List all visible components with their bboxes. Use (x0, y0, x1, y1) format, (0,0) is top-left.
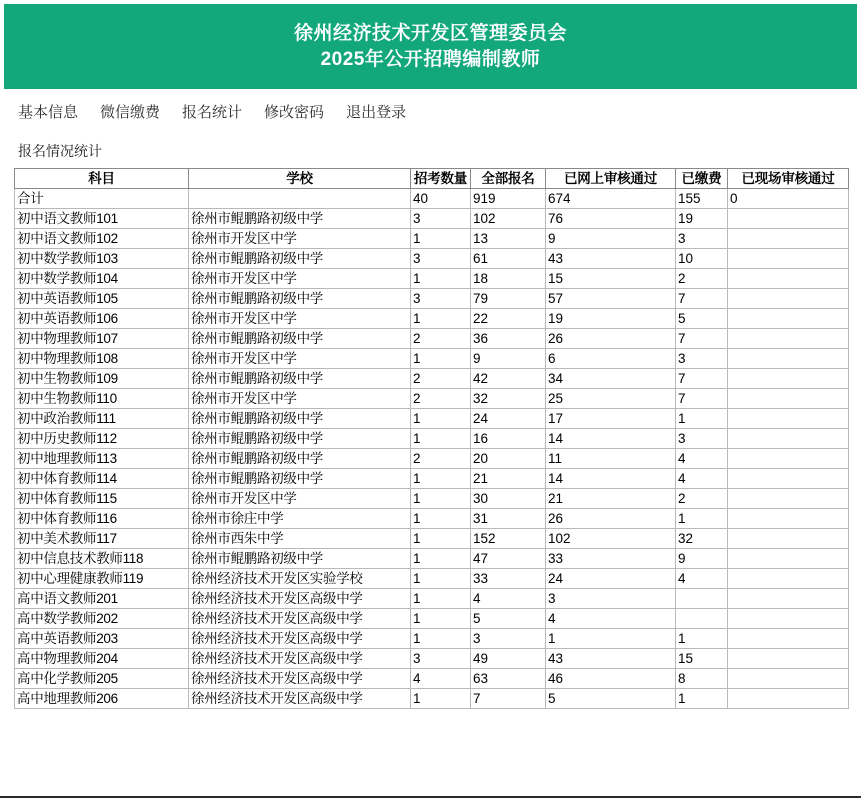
cell-paid: 2 (676, 269, 728, 289)
cell-onsite-passed (728, 289, 849, 309)
cell-quota: 1 (411, 429, 471, 449)
table-row (15, 289, 849, 309)
cell-online-passed: 14 (546, 429, 676, 449)
cell-quota: 1 (411, 229, 471, 249)
cell-quota: 1 (411, 469, 471, 489)
cell-subject: 初中信息技术教师118 (15, 549, 189, 569)
cell-paid: 1 (676, 409, 728, 429)
cell-paid: 3 (676, 429, 728, 449)
cell-school: 徐州市鲲鹏路初级中学 (189, 289, 411, 309)
cell-paid: 10 (676, 249, 728, 269)
cell-subject: 高中化学教师205 (15, 669, 189, 689)
cell-online-passed: 3 (546, 589, 676, 609)
cell-subject: 高中英语教师203 (15, 629, 189, 649)
cell-paid: 4 (676, 449, 728, 469)
cell-onsite-passed (728, 609, 849, 629)
cell-school: 徐州市鲲鹏路初级中学 (189, 409, 411, 429)
cell-subject: 初中地理教师113 (15, 449, 189, 469)
table-row (15, 529, 849, 549)
cell-school: 徐州市开发区中学 (189, 489, 411, 509)
cell-total-applied: 63 (471, 669, 546, 689)
cell-school: 徐州市鲲鹏路初级中学 (189, 469, 411, 489)
cell-quota: 1 (411, 569, 471, 589)
column-header-total-applied: 全部报名 (471, 169, 546, 189)
cell-school: 徐州经济技术开发区高级中学 (189, 589, 411, 609)
column-header-paid: 已缴费 (676, 169, 728, 189)
cell-paid: 155 (676, 189, 728, 209)
cell-total-applied: 61 (471, 249, 546, 269)
cell-school: 徐州经济技术开发区高级中学 (189, 629, 411, 649)
cell-paid: 32 (676, 529, 728, 549)
nav-item-registration-stats[interactable]: 报名统计 (182, 104, 243, 121)
table-row (15, 669, 849, 689)
cell-onsite-passed (728, 669, 849, 689)
cell-onsite-passed (728, 229, 849, 249)
cell-school: 徐州市鲲鹏路初级中学 (189, 209, 411, 229)
cell-total-applied: 18 (471, 269, 546, 289)
cell-school: 徐州市开发区中学 (189, 349, 411, 369)
cell-quota: 40 (411, 189, 471, 209)
cell-school: 徐州经济技术开发区实验学校 (189, 569, 411, 589)
nav-item-wechat-payment[interactable]: 微信缴费 (100, 104, 161, 121)
cell-online-passed: 26 (546, 509, 676, 529)
cell-total-applied: 31 (471, 509, 546, 529)
cell-school: 徐州经济技术开发区高级中学 (189, 669, 411, 689)
cell-subject: 初中政治教师111 (15, 409, 189, 429)
cell-school: 徐州市鲲鹏路初级中学 (189, 369, 411, 389)
cell-paid: 1 (676, 689, 728, 709)
cell-subject: 初中生物教师110 (15, 389, 189, 409)
cell-school: 徐州市开发区中学 (189, 229, 411, 249)
cell-online-passed: 19 (546, 309, 676, 329)
table-row (15, 489, 849, 509)
cell-online-passed: 11 (546, 449, 676, 469)
cell-onsite-passed (728, 329, 849, 349)
cell-quota: 1 (411, 349, 471, 369)
cell-total-applied: 36 (471, 329, 546, 349)
cell-onsite-passed (728, 529, 849, 549)
table-row (15, 589, 849, 609)
cell-online-passed: 46 (546, 669, 676, 689)
table-row (15, 389, 849, 409)
cell-onsite-passed (728, 549, 849, 569)
table-row (15, 609, 849, 629)
table-row (15, 309, 849, 329)
cell-onsite-passed (728, 569, 849, 589)
table-row (15, 469, 849, 489)
cell-paid: 5 (676, 309, 728, 329)
table-row (15, 209, 849, 229)
column-header-quota: 招考数量 (411, 169, 471, 189)
cell-total-applied: 33 (471, 569, 546, 589)
cell-subject: 初中历史教师112 (15, 429, 189, 449)
cell-paid: 19 (676, 209, 728, 229)
cell-total-applied: 22 (471, 309, 546, 329)
table-row (15, 629, 849, 649)
cell-subject: 初中美术教师117 (15, 529, 189, 549)
cell-online-passed: 21 (546, 489, 676, 509)
cell-onsite-passed (728, 349, 849, 369)
cell-total-applied: 13 (471, 229, 546, 249)
cell-total-applied: 21 (471, 469, 546, 489)
table-row (15, 329, 849, 349)
cell-subject: 初中数学教师104 (15, 269, 189, 289)
cell-quota: 3 (411, 289, 471, 309)
cell-online-passed: 102 (546, 529, 676, 549)
cell-online-passed: 1 (546, 629, 676, 649)
cell-onsite-passed (728, 249, 849, 269)
cell-subject: 初中生物教师109 (15, 369, 189, 389)
stats-table-container (14, 168, 848, 709)
cell-subject: 高中地理教师206 (15, 689, 189, 709)
cell-quota: 1 (411, 589, 471, 609)
cell-quota: 1 (411, 409, 471, 429)
cell-online-passed: 24 (546, 569, 676, 589)
table-row (15, 349, 849, 369)
cell-online-passed: 76 (546, 209, 676, 229)
cell-total-applied: 42 (471, 369, 546, 389)
cell-quota: 1 (411, 509, 471, 529)
cell-paid: 3 (676, 229, 728, 249)
cell-onsite-passed (728, 509, 849, 529)
table-row (15, 249, 849, 269)
cell-subject: 初中语文教师102 (15, 229, 189, 249)
cell-subject: 初中体育教师115 (15, 489, 189, 509)
cell-online-passed: 6 (546, 349, 676, 369)
table-row (15, 269, 849, 289)
registration-stats-table (14, 168, 849, 709)
cell-online-passed: 17 (546, 409, 676, 429)
cell-school: 徐州市鲲鹏路初级中学 (189, 549, 411, 569)
column-header-onsite-passed: 已现场审核通过 (728, 169, 849, 189)
cell-subject: 高中语文教师201 (15, 589, 189, 609)
cell-total-applied: 32 (471, 389, 546, 409)
table-row (15, 409, 849, 429)
table-body (15, 189, 849, 709)
cell-onsite-passed: 0 (728, 189, 849, 209)
cell-quota: 1 (411, 549, 471, 569)
table-row (15, 229, 849, 249)
cell-total-applied: 152 (471, 529, 546, 549)
cell-school: 徐州市徐庄中学 (189, 509, 411, 529)
cell-total-applied: 5 (471, 609, 546, 629)
table-row (15, 509, 849, 529)
table-row (15, 569, 849, 589)
cell-total-applied: 102 (471, 209, 546, 229)
cell-school: 徐州市开发区中学 (189, 309, 411, 329)
cell-online-passed: 25 (546, 389, 676, 409)
cell-onsite-passed (728, 409, 849, 429)
cell-onsite-passed (728, 649, 849, 669)
cell-quota: 2 (411, 449, 471, 469)
cell-subject: 初中心理健康教师119 (15, 569, 189, 589)
cell-onsite-passed (728, 469, 849, 489)
cell-onsite-passed (728, 389, 849, 409)
cell-quota: 1 (411, 269, 471, 289)
cell-paid: 1 (676, 629, 728, 649)
cell-paid: 4 (676, 569, 728, 589)
cell-total-applied: 9 (471, 349, 546, 369)
cell-subject: 初中语文教师101 (15, 209, 189, 229)
cell-onsite-passed (728, 269, 849, 289)
cell-online-passed: 26 (546, 329, 676, 349)
table-row (15, 429, 849, 449)
cell-total-applied: 47 (471, 549, 546, 569)
bottom-divider (0, 796, 861, 798)
banner-title-line-1: 徐州经济技术开发区管理委员会 (293, 22, 567, 44)
cell-online-passed: 4 (546, 609, 676, 629)
cell-online-passed: 43 (546, 649, 676, 669)
cell-online-passed: 43 (546, 249, 676, 269)
cell-quota: 3 (411, 649, 471, 669)
cell-quota: 2 (411, 369, 471, 389)
cell-school: 徐州经济技术开发区高级中学 (189, 689, 411, 709)
cell-total-applied: 7 (471, 689, 546, 709)
cell-online-passed: 14 (546, 469, 676, 489)
cell-total-applied: 30 (471, 489, 546, 509)
cell-school: 徐州市鲲鹏路初级中学 (189, 429, 411, 449)
cell-total-applied: 79 (471, 289, 546, 309)
cell-total-applied: 4 (471, 589, 546, 609)
cell-paid (676, 589, 728, 609)
nav-item-change-password[interactable]: 修改密码 (264, 104, 325, 121)
cell-online-passed: 34 (546, 369, 676, 389)
cell-paid: 7 (676, 369, 728, 389)
cell-school: 徐州市开发区中学 (189, 269, 411, 289)
cell-quota: 4 (411, 669, 471, 689)
cell-online-passed: 57 (546, 289, 676, 309)
cell-subject: 初中数学教师103 (15, 249, 189, 269)
cell-total-applied: 919 (471, 189, 546, 209)
cell-online-passed: 9 (546, 229, 676, 249)
cell-online-passed: 15 (546, 269, 676, 289)
cell-quota: 1 (411, 689, 471, 709)
cell-onsite-passed (728, 369, 849, 389)
cell-onsite-passed (728, 209, 849, 229)
cell-paid (676, 609, 728, 629)
cell-subject: 初中体育教师116 (15, 509, 189, 529)
table-header-row (15, 169, 849, 189)
cell-total-applied: 16 (471, 429, 546, 449)
table-row (15, 189, 849, 209)
section-title: 报名情况统计 (18, 143, 102, 159)
cell-subject: 初中物理教师108 (15, 349, 189, 369)
cell-paid: 3 (676, 349, 728, 369)
cell-quota: 1 (411, 609, 471, 629)
cell-subject: 初中英语教师105 (15, 289, 189, 309)
cell-total-applied: 24 (471, 409, 546, 429)
cell-quota: 3 (411, 249, 471, 269)
cell-paid: 15 (676, 649, 728, 669)
column-header-school: 学校 (189, 169, 411, 189)
cell-onsite-passed (728, 629, 849, 649)
table-row (15, 689, 849, 709)
cell-subject: 合计 (15, 189, 189, 209)
cell-total-applied: 20 (471, 449, 546, 469)
table-row (15, 549, 849, 569)
table-row (15, 369, 849, 389)
cell-online-passed: 5 (546, 689, 676, 709)
cell-school: 徐州经济技术开发区高级中学 (189, 609, 411, 629)
cell-quota: 1 (411, 529, 471, 549)
cell-onsite-passed (728, 489, 849, 509)
page-header-banner (4, 4, 857, 89)
cell-paid: 1 (676, 509, 728, 529)
cell-school: 徐州市鲲鹏路初级中学 (189, 329, 411, 349)
cell-school: 徐州市开发区中学 (189, 389, 411, 409)
cell-quota: 2 (411, 389, 471, 409)
cell-onsite-passed (728, 589, 849, 609)
cell-school: 徐州市鲲鹏路初级中学 (189, 249, 411, 269)
cell-subject: 初中体育教师114 (15, 469, 189, 489)
cell-subject: 高中物理教师204 (15, 649, 189, 669)
cell-paid: 2 (676, 489, 728, 509)
cell-school: 徐州市鲲鹏路初级中学 (189, 449, 411, 469)
cell-paid: 7 (676, 329, 728, 349)
main-nav (18, 103, 406, 123)
cell-school: 徐州市西朱中学 (189, 529, 411, 549)
cell-quota: 3 (411, 209, 471, 229)
cell-quota: 2 (411, 329, 471, 349)
cell-subject: 初中英语教师106 (15, 309, 189, 329)
nav-item-basic-info[interactable]: 基本信息 (18, 104, 79, 121)
cell-online-passed: 674 (546, 189, 676, 209)
cell-school: 徐州经济技术开发区高级中学 (189, 649, 411, 669)
cell-online-passed: 33 (546, 549, 676, 569)
cell-paid: 8 (676, 669, 728, 689)
cell-paid: 4 (676, 469, 728, 489)
cell-total-applied: 3 (471, 629, 546, 649)
cell-onsite-passed (728, 429, 849, 449)
nav-item-logout[interactable]: 退出登录 (346, 104, 407, 121)
cell-total-applied: 49 (471, 649, 546, 669)
table-row (15, 649, 849, 669)
cell-school (189, 189, 411, 209)
cell-paid: 9 (676, 549, 728, 569)
cell-quota: 1 (411, 489, 471, 509)
cell-onsite-passed (728, 449, 849, 469)
cell-onsite-passed (728, 309, 849, 329)
column-header-subject: 科目 (15, 169, 189, 189)
column-header-online-passed: 已网上审核通过 (546, 169, 676, 189)
table-header (15, 169, 849, 189)
banner-title-line-2: 2025年公开招聘编制教师 (320, 48, 541, 70)
cell-quota: 1 (411, 309, 471, 329)
cell-paid: 7 (676, 389, 728, 409)
table-row (15, 449, 849, 469)
cell-subject: 高中数学教师202 (15, 609, 189, 629)
cell-subject: 初中物理教师107 (15, 329, 189, 349)
cell-paid: 7 (676, 289, 728, 309)
cell-onsite-passed (728, 689, 849, 709)
cell-quota: 1 (411, 629, 471, 649)
